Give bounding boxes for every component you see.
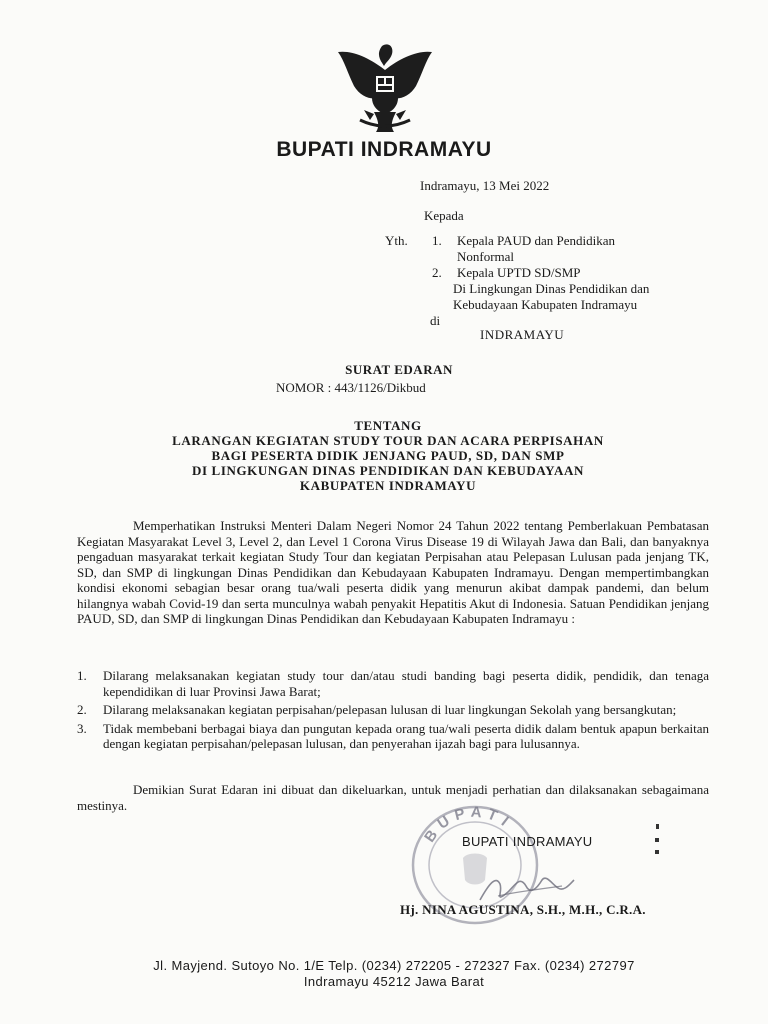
list-item — [77, 668, 709, 699]
letterhead-title: BUPATI INDRAMAYU — [276, 138, 492, 161]
subject-line: DI LINGKUNGAN DINAS PENDIDIKAN DAN KEBUDAYAAN — [192, 463, 584, 478]
subject-line: TENTANG — [354, 418, 422, 433]
recipient-line: Nonformal — [457, 249, 515, 264]
closing-text — [77, 782, 709, 813]
list-text: Dilarang melaksanakan kegiatan study tour dan/atau studi banding bagi peserta didik, pendidik, dan tenaga kependidikan di luar Provinsi Jawa Barat; — [103, 668, 709, 699]
list-number: 2. — [77, 702, 87, 717]
footer-address: Jl. Mayjend. Sutoyo No. 1/E Telp. (0234) 272205 - 272327 Fax. (0234) 272797 — [153, 958, 635, 973]
yth-label: Yth. — [385, 233, 408, 248]
recipient-line: Kepala UPTD SD/SMP — [457, 265, 581, 280]
letter-date: Indramayu, 13 Mei 2022 — [420, 178, 550, 193]
recipient-line: Di Lingkungan Dinas Pendidikan dan — [453, 281, 650, 296]
list-item — [77, 702, 709, 718]
recipient-line: Kepala PAUD dan Pendidikan — [457, 233, 616, 248]
signatory-name: Hj. NINA AGUSTINA, S.H., M.H., C.R.A. — [400, 902, 646, 917]
closing-paragraph: Demikian Surat Edaran ini dibuat dan dikeluarkan, untuk menjadi perhatian dan dilaksanakan sebagaimana mestinya. — [77, 782, 709, 813]
body-text — [77, 518, 709, 627]
margin-marks — [650, 822, 666, 862]
subject-block — [0, 418, 768, 493]
list-text: Tidak membebani berbagai biaya dan pungutan kepada orang tua/wali peserta didik dalam bentuk apapun berkaitan dengan kegiatan perpisahan/pelepasan lulusan, dan penyerahan ijazah bagi para lulusannya. — [103, 720, 709, 751]
subject-line: LARANGAN KEGIATAN STUDY TOUR DAN ACARA PERPISAHAN — [172, 433, 604, 448]
circular-number: NOMOR : 443/1126/Dikbud — [276, 380, 426, 395]
list-number: 3. — [77, 720, 87, 736]
list-text: Dilarang melaksanakan kegiatan perpisahan/pelepasan lulusan di luar lingkungan Sekolah yang bersangkutan; — [103, 702, 677, 717]
recipient-number: 1. — [432, 233, 442, 248]
body-paragraph: Memperhatikan Instruksi Menteri Dalam Negeri Nomor 24 Tahun 2022 tentang Pemberlakuan Pembatasan Kegiatan Masyarakat Level 3, Level 2, dan Level 1 Corona Virus Disease 19 di Wilayah Jawa dan Bali, dan banyaknya pengaduan masyarakat terkait kegiatan Study Tour dan kegiatan Perpisahan atau Pelepasan Lulusan pada jenjang TK, SD, dan SMP di lingkungan Dinas Pendidikan dan Kebudayaan Kabupaten Indramayu. Dengan mempertimbangkan kondisi ekonomi sebagian besar orang tua/wali peserta didik yang menurun akibat dampak pandemi, dan belum hilangnya wabah Covid-19 dan serta munculnya wabah penyakit Hepatitis Akut di Indonesia. Satuan Pendidikan jenjang PAUD, SD, dan SMP di lingkungan Dinas Pendidikan dan Kebudayaan Kabupaten Indramayu : — [77, 518, 709, 626]
list-item — [77, 721, 709, 752]
subject-line: KABUPATEN INDRAMAYU — [299, 478, 477, 493]
list-number: 1. — [77, 668, 87, 683]
garuda-emblem-icon — [330, 40, 440, 136]
recipient-line: Kebudayaan Kabupaten Indramayu — [453, 297, 638, 312]
footer-city: Indramayu 45212 Jawa Barat — [303, 974, 485, 989]
destination-city: INDRAMAYU — [480, 327, 565, 342]
recipient-number: 2. — [432, 265, 442, 280]
rules-list — [77, 668, 709, 755]
circular-title: SURAT EDARAN — [345, 362, 453, 377]
di-label: di — [430, 313, 441, 328]
signatory-title: BUPATI INDRAMAYU — [462, 834, 593, 849]
letterhead-footer — [0, 958, 768, 990]
seal-text: BUPATI — [421, 803, 517, 846]
subject-line: BAGI PESERTA DIDIK JENJANG PAUD, SD, DAN SMP — [211, 448, 565, 463]
kepada-label: Kepada — [424, 208, 464, 223]
